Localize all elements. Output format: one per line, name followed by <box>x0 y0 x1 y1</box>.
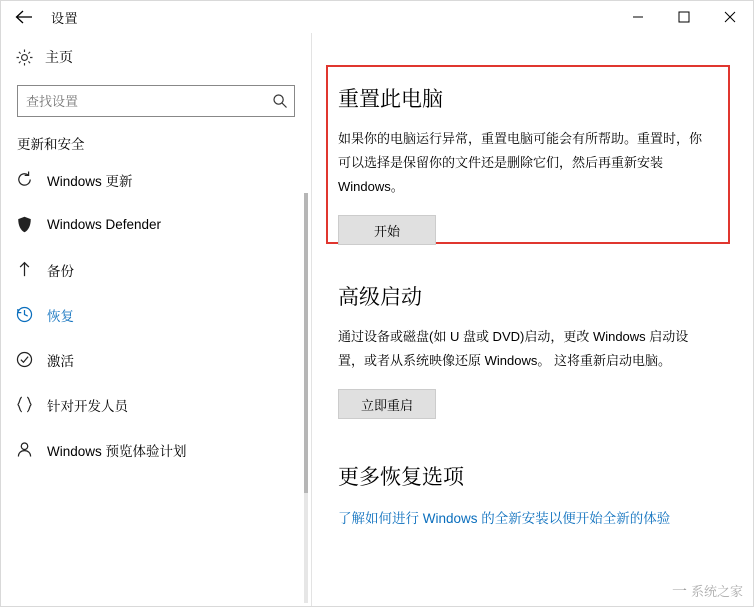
sidebar-nav-list <box>1 157 311 472</box>
caption-buttons <box>615 1 753 33</box>
sidebar-scrollbar[interactable] <box>301 193 311 603</box>
title-bar <box>1 1 753 33</box>
sidebar-section-title: 更新和安全 <box>17 137 85 152</box>
sidebar-item-backup[interactable] <box>1 247 311 292</box>
watermark-mark: 一 <box>671 583 687 600</box>
reset-this-pc-section <box>338 33 753 245</box>
watermark <box>672 580 743 601</box>
advanced-startup-section <box>338 245 753 419</box>
sidebar-item-insider-program[interactable] <box>1 427 311 472</box>
refresh-icon <box>15 170 47 189</box>
restart-now-button[interactable]: 立即重启 <box>338 389 436 419</box>
maximize-icon <box>678 11 690 23</box>
upload-icon <box>15 260 47 279</box>
sidebar-item-label: 恢复 <box>47 308 74 324</box>
sidebar <box>1 33 311 607</box>
sidebar-item-activation[interactable] <box>1 337 311 382</box>
developer-icon <box>15 395 47 414</box>
sidebar-item-label: Windows 预览体验计划 <box>47 443 187 459</box>
search-box[interactable] <box>17 85 295 117</box>
sidebar-item-label: 备份 <box>47 263 74 279</box>
sidebar-item-windows-defender[interactable] <box>1 202 311 247</box>
close-button[interactable] <box>707 1 753 33</box>
more-options-heading: 更多恢复选项 <box>338 466 464 489</box>
fresh-start-link[interactable]: 了解如何进行 Windows 的全新安装以便开始全新的体验 <box>338 511 671 526</box>
sidebar-item-label: 针对开发人员 <box>47 398 128 414</box>
sidebar-item-home[interactable] <box>1 37 311 77</box>
back-arrow-icon <box>14 9 34 25</box>
watermark-text: 系统之家 <box>690 584 743 599</box>
more-recovery-options-section <box>338 419 753 528</box>
window-title: 设置 <box>51 10 79 26</box>
gear-icon <box>15 48 45 67</box>
search-input[interactable] <box>18 87 266 115</box>
shield-icon <box>15 215 47 234</box>
sidebar-item-label: 激活 <box>47 353 74 369</box>
sidebar-item-recovery[interactable] <box>1 292 311 337</box>
sidebar-item-label: Windows Defender <box>47 217 162 232</box>
check-circle-icon <box>15 350 47 369</box>
sidebar-home-label: 主页 <box>45 49 73 65</box>
sidebar-item-label: Windows 更新 <box>47 173 133 189</box>
advanced-heading: 高级启动 <box>338 286 422 309</box>
window-content <box>1 33 753 607</box>
back-button[interactable] <box>1 1 47 33</box>
person-icon <box>15 440 47 459</box>
search-icon[interactable] <box>266 93 294 109</box>
reset-description: 如果你的电脑运行异常，重置电脑可能会有所帮助。重置时，你可以选择是保留你的文件还是删除它们，然后再重新安装 Windows。 <box>338 131 703 194</box>
minimize-icon <box>632 11 644 23</box>
sidebar-item-windows-update[interactable] <box>1 157 311 202</box>
main-pane <box>312 33 753 607</box>
scrollbar-thumb[interactable] <box>304 193 308 493</box>
close-icon <box>724 11 736 23</box>
maximize-button[interactable] <box>661 1 707 33</box>
recovery-icon <box>15 305 47 324</box>
reset-heading: 重置此电脑 <box>338 88 443 111</box>
sidebar-item-for-developers[interactable] <box>1 382 311 427</box>
advanced-description: 通过设备或磁盘(如 U 盘或 DVD)启动，更改 Windows 启动设置，或者从系统映像还原 Windows。 这将重新启动电脑。 <box>338 329 689 368</box>
minimize-button[interactable] <box>615 1 661 33</box>
reset-start-button[interactable]: 开始 <box>338 215 436 245</box>
